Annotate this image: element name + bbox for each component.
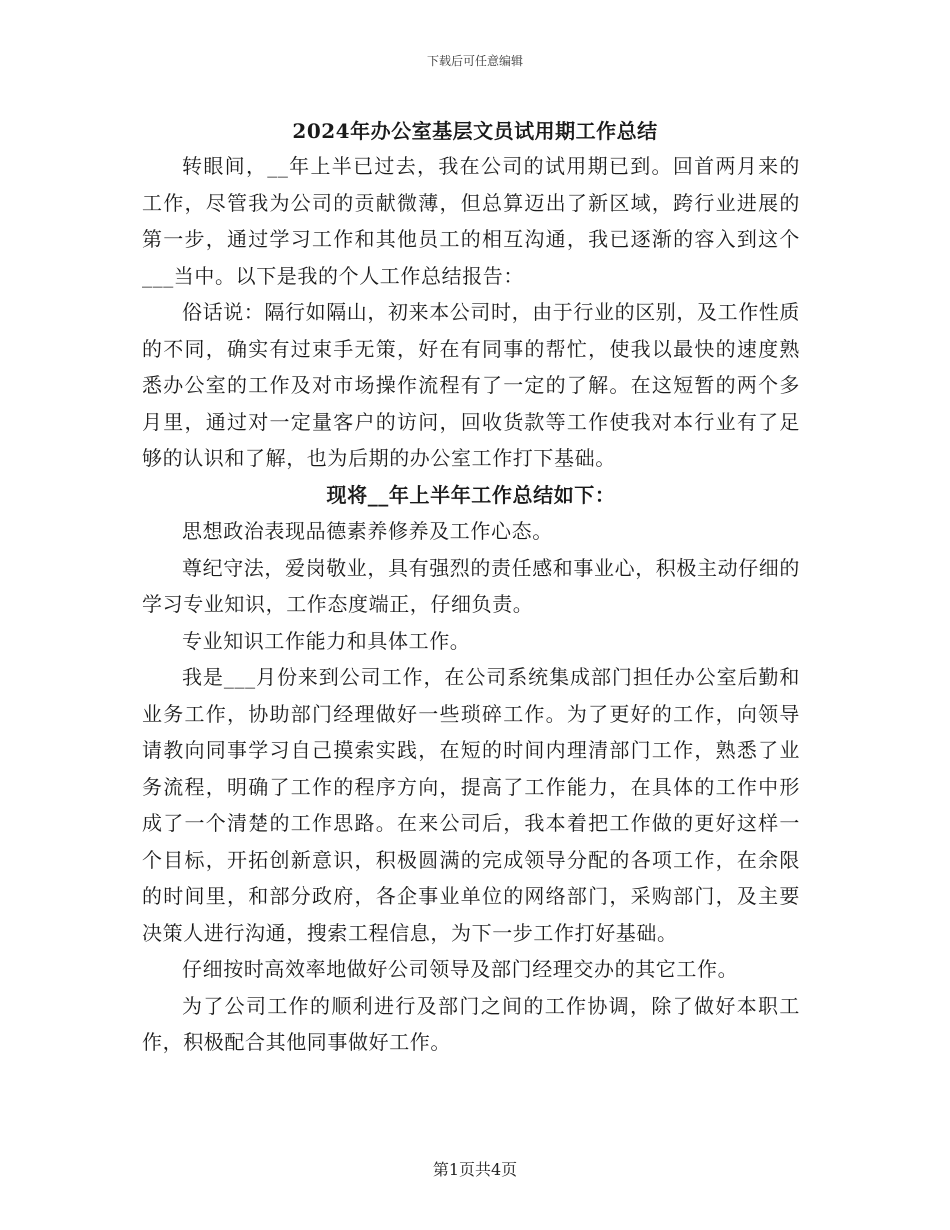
page-number-footer: 第1页共4页 <box>432 1160 518 1179</box>
section-heading: 现将__年上半年工作总结如下： <box>326 482 616 507</box>
paragraph-other-tasks: 仔细按时高效率地做好公司领导及部门经理交办的其它工作。 <box>182 957 739 981</box>
header-note: 下载后可任意编辑 <box>426 54 523 68</box>
paragraph-discipline: 尊纪守法，爱岗敬业，具有强烈的责任感和事业心，积极主动仔细的学习专业知识，工作态度端正，仔细负责。 <box>142 555 800 616</box>
paragraph-cooperation: 为了公司工作的顺利进行及部门之间的工作协调，除了做好本职工作，积极配合其他同事做好工作。 <box>142 993 800 1054</box>
paragraph-work-detail: 我是___月份来到公司工作，在公司系统集成部门担任办公室后勤和业务工作，协助部门经理做好一些琐碎工作。为了更好的工作，向领导请教向同事学习自己摸索实践，在短的时间内理清部门工作，熟悉了业务流程，明确了工作的程序方向，提高了工作能力，在具体的工作中形成了一个清楚的工作思路。在来公司后，我本着把工作做的更好这样一个目标，开拓创新意识，积极圆满的完成领导分配的各项工作，在余限的时间里，和部分政府，各企事业单位的网络部门，采购部门，及主要决策人进行沟通，搜索工程信息，为下一步工作打好基础。 <box>142 665 800 945</box>
document-body <box>142 148 800 1061</box>
paragraph-saying: 俗话说：隔行如隔山，初来本公司时，由于行业的区别，及工作性质的不同，确实有过束手无策，好在有同事的帮忙，使我以最快的速度熟悉办公室的工作及对市场操作流程有了一定的了解。在这短暂的两个多月里，通过对一定量客户的访问，回收货款等工作使我对本行业有了足够的认识和了解，也为后期的办公室工作打下基础。 <box>142 300 800 470</box>
paragraph-skills-heading: 专业知识工作能力和具体工作。 <box>182 628 471 653</box>
paragraph-politics: 思想政治表现品德素养修养及工作心态。 <box>182 519 553 543</box>
paragraph-intro: 转眼间，__年上半已过去，我在公司的试用期已到。回首两月来的工作，尽管我为公司的贡献微薄，但总算迈出了新区域，跨行业进展的第一步，通过学习工作和其他员工的相互沟通，我已逐渐的容入到这个___当中。以下是我的个人工作总结报告： <box>142 154 800 288</box>
document-title: 2024年办公室基层文员试用期工作总结 <box>292 119 658 143</box>
